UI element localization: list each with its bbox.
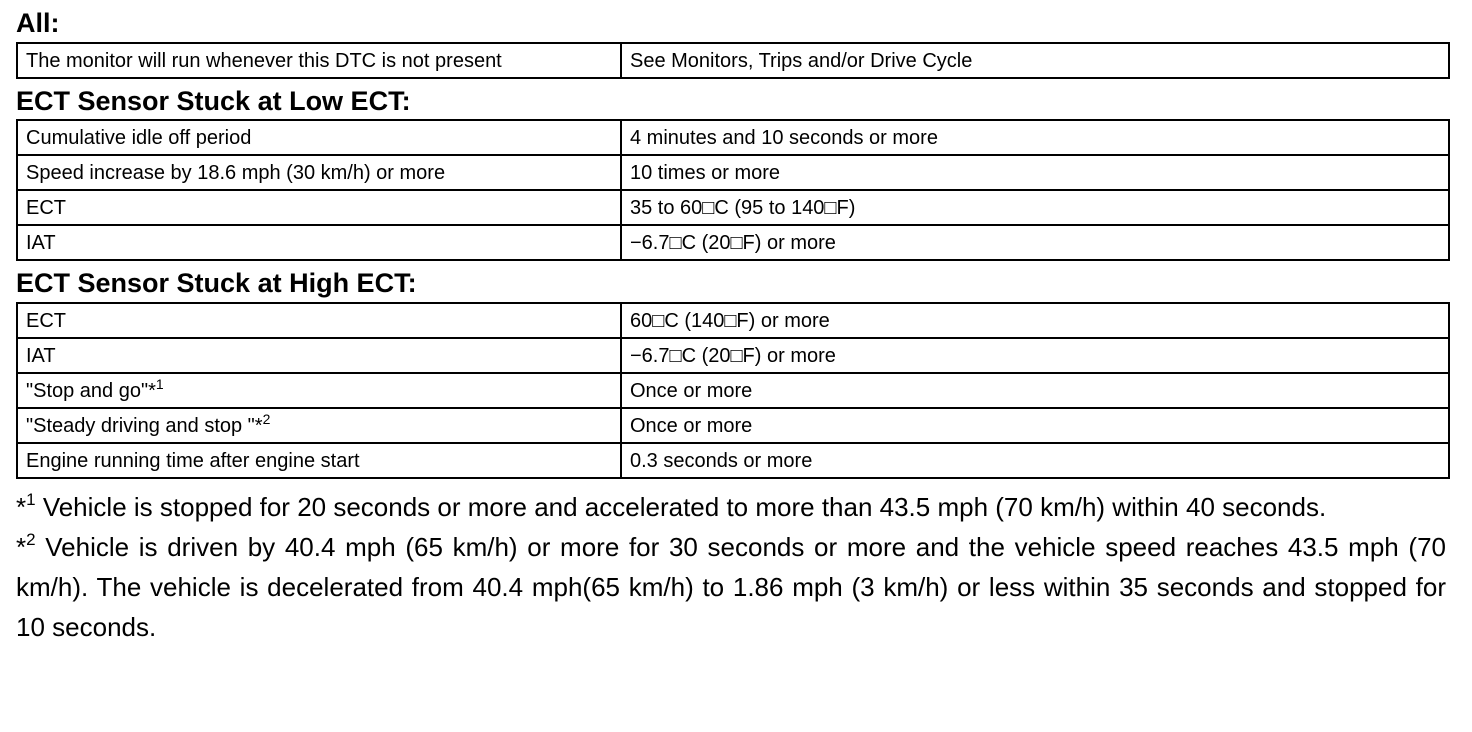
footnote-text: Vehicle is stopped for 20 seconds or more and accelerated to more than 43.5 mph (70 km/h) within 40 seconds. bbox=[35, 492, 1327, 522]
table-row bbox=[17, 43, 1449, 78]
footnote-mark: * bbox=[16, 532, 27, 562]
table-row bbox=[17, 120, 1449, 155]
section-heading-all: All: bbox=[16, 8, 60, 38]
document-page bbox=[16, 0, 1446, 647]
footnotes bbox=[16, 487, 1446, 647]
value-cell: 60□C (140□F) or more bbox=[621, 303, 1449, 338]
footnote-mark: * bbox=[16, 492, 27, 522]
condition-cell: IAT bbox=[17, 338, 621, 373]
value-cell: 35 to 60□C (95 to 140□F) bbox=[621, 190, 1449, 225]
section-heading-high-ect: ECT Sensor Stuck at High ECT: bbox=[16, 268, 417, 298]
footnote-2 bbox=[16, 527, 1446, 647]
condition-text: "Steady driving and stop "* bbox=[26, 414, 263, 437]
condition-cell: Engine running time after engine start bbox=[17, 443, 621, 478]
table-row bbox=[17, 155, 1449, 190]
value-cell: −6.7□C (20□F) or more bbox=[621, 338, 1449, 373]
table-row bbox=[17, 225, 1449, 260]
value-cell: 0.3 seconds or more bbox=[621, 443, 1449, 478]
footnote-number: 2 bbox=[26, 530, 36, 549]
table-row bbox=[17, 303, 1449, 338]
footnote-1 bbox=[16, 487, 1446, 527]
table-row bbox=[17, 190, 1449, 225]
table-row bbox=[17, 443, 1449, 478]
value-cell: 10 times or more bbox=[621, 155, 1449, 190]
table-row bbox=[17, 373, 1449, 408]
value-cell: See Monitors, Trips and/or Drive Cycle bbox=[621, 43, 1449, 78]
condition-cell: IAT bbox=[17, 225, 621, 260]
table-row bbox=[17, 338, 1449, 373]
condition-text: "Stop and go"* bbox=[26, 379, 156, 402]
conditions-table-low-ect bbox=[16, 119, 1450, 261]
footnote-ref: 1 bbox=[155, 375, 164, 392]
condition-cell: Cumulative idle off period bbox=[17, 120, 621, 155]
condition-cell: ECT bbox=[17, 303, 621, 338]
value-cell: 4 minutes and 10 seconds or more bbox=[621, 120, 1449, 155]
table-row bbox=[17, 408, 1449, 443]
condition-cell: The monitor will run whenever this DTC is not present bbox=[17, 43, 621, 78]
section-heading-low-ect: ECT Sensor Stuck at Low ECT: bbox=[16, 86, 411, 116]
condition-cell bbox=[17, 408, 621, 443]
value-cell: −6.7□C (20□F) or more bbox=[621, 225, 1449, 260]
condition-cell bbox=[17, 373, 621, 408]
conditions-table-high-ect bbox=[16, 302, 1450, 479]
footnote-ref: 2 bbox=[262, 410, 271, 427]
value-cell: Once or more bbox=[621, 408, 1449, 443]
condition-cell: Speed increase by 18.6 mph (30 km/h) or more bbox=[17, 155, 621, 190]
condition-cell: ECT bbox=[17, 190, 621, 225]
value-cell: Once or more bbox=[621, 373, 1449, 408]
footnote-text: Vehicle is driven by 40.4 mph (65 km/h) or more for 30 seconds or more and the vehicle speed reaches 43.5 mph (70 km/h). The vehicle is decelerated from 40.4 mph(65 km/h) to 1.86 mph (3 km/h) or less within 35 seconds and stopped for 10 seconds. bbox=[16, 532, 1446, 642]
conditions-table-all bbox=[16, 42, 1450, 79]
footnote-number: 1 bbox=[26, 490, 36, 509]
